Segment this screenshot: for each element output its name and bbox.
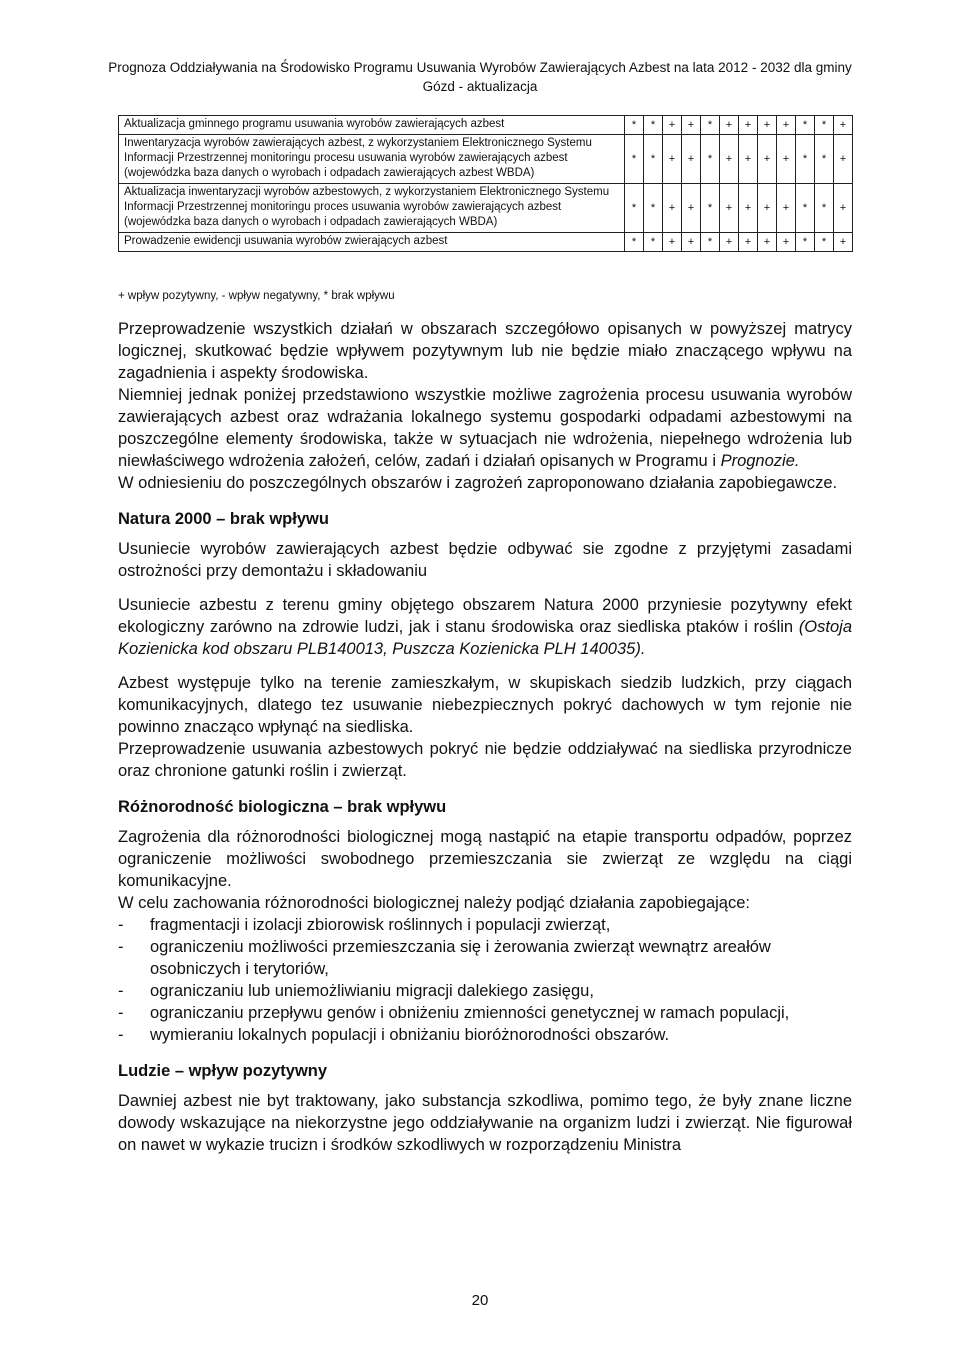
paragraph-people: Dawniej azbest nie byt traktowany, jako substancja szkodliwa, pomimo tego, że były znane liczne dowody wskazujące na niekorzystne jego oddziaływanie na organizm ludzi i zwierząt. Nie figurował on nawet w wykazie trucizn i środków szkodliwych w rozporządzeniu Ministra — [118, 1092, 852, 1154]
main-content — [118, 318, 852, 1156]
paragraph-biodiversity-2: W celu zachowania różnorodności biologicznej należy podjąć działania zapobiegające: — [118, 894, 750, 912]
impact-mark: + — [834, 116, 853, 135]
matrix-legend: + wpływ pozytywny, - wpływ negatywny, * brak wpływu — [118, 290, 395, 302]
activity-description: Aktualizacja inwentaryzacji wyrobów azbestowych, z wykorzystaniem Elektronicznego Systemu Informacji Przestrzennej monitoringu proces usuwania wyrobów zawierających azbest (wojewódzka baza danych o wyrobach i odpadach zawierających WBDA) — [119, 184, 625, 233]
impact-mark: + — [720, 184, 739, 233]
table-row — [119, 135, 853, 184]
impact-mark: + — [758, 184, 777, 233]
list-item: - wymieraniu lokalnych populacji i obniżaniu bioróżnorodności obszarów. — [118, 1024, 852, 1046]
impact-mark: + — [720, 135, 739, 184]
impact-mark: + — [682, 116, 701, 135]
impact-mark: + — [758, 135, 777, 184]
impact-mark: * — [796, 233, 815, 252]
impact-mark: + — [663, 233, 682, 252]
impact-mark: + — [739, 135, 758, 184]
table-row — [119, 233, 853, 252]
impact-mark: + — [777, 233, 796, 252]
impact-mark: * — [815, 233, 834, 252]
impact-mark: + — [758, 233, 777, 252]
impact-mark: * — [796, 184, 815, 233]
impact-mark: * — [644, 116, 663, 135]
impact-mark: * — [701, 116, 720, 135]
paragraph-natura-2: Usuniecie azbestu z terenu gminy objętego obszarem Natura 2000 przyniesie pozytywny efekt ekologiczny zarówno na zdrowie ludzi, jak i stanu środowiska oraz siedliska ptaków i roślin (Ostoja Kozienicka kod obszaru PLB140013, Puszcza Kozienicka PLH 140035). — [118, 596, 852, 658]
activity-description: Prowadzenie ewidencji usuwania wyrobów zwierających azbest — [119, 233, 625, 252]
activity-description: Inwentaryzacja wyrobów zawierających azbest, z wykorzystaniem Elektronicznego Systemu Informacji Przestrzennej monitoringu procesu usuwania wyrobów zawierających azbest (wojewódzka baza danych o wyrobach i odpadach zawierających azbest WBDA) — [119, 135, 625, 184]
impact-mark: * — [796, 135, 815, 184]
impact-mark: + — [739, 233, 758, 252]
preventive-actions-list — [118, 914, 852, 1046]
impact-mark: * — [815, 184, 834, 233]
list-item: - ograniczaniu przepływu genów i obniżeniu zmienności genetycznej w ramach populacji, — [118, 1002, 852, 1024]
impact-mark: * — [625, 135, 644, 184]
impact-matrix-table — [118, 115, 853, 252]
header-line-1: Prognoza Oddziaływania na Środowisko Programu Usuwania Wyrobów Zawierających Azbest na lata 2012 - 2032 dla gminy — [108, 60, 852, 75]
impact-mark: + — [739, 184, 758, 233]
impact-mark: * — [796, 116, 815, 135]
impact-mark: * — [644, 184, 663, 233]
impact-mark: * — [701, 233, 720, 252]
impact-mark: + — [739, 116, 758, 135]
impact-mark: + — [720, 233, 739, 252]
table-row — [119, 184, 853, 233]
impact-mark: + — [682, 233, 701, 252]
impact-mark: + — [663, 184, 682, 233]
list-item: - ograniczeniu możliwości przemieszczania się i żerowania zwierząt wewnątrz areałów osobniczych i terytoriów, — [118, 936, 852, 980]
paragraph-natura-1: Usuniecie wyrobów zawierających azbest będzie odbywać sie zgodne z przyjętymi zasadami ostrożności przy demontażu i składowaniu — [118, 540, 852, 580]
impact-mark: + — [834, 184, 853, 233]
impact-mark: * — [644, 135, 663, 184]
impact-mark: + — [777, 135, 796, 184]
page-number: 20 — [471, 1292, 489, 1309]
impact-mark: + — [682, 184, 701, 233]
impact-mark: * — [625, 184, 644, 233]
header-line-2: Gózd - aktualizacja — [422, 79, 538, 94]
paragraph-natura-3: Azbest występuje tylko na terenie zamieszkałym, w skupiskach siedzib ludzkich, przy ciągach komunikacyjnych, dlatego tez usuwanie niebezpiecznych pokryć dachowych w tym rejonie nie powinno znacząco wpłynąć na siedliska. — [118, 674, 852, 736]
impact-mark: * — [644, 233, 663, 252]
impact-mark: * — [625, 116, 644, 135]
impact-mark: + — [777, 184, 796, 233]
table-row — [119, 116, 853, 135]
impact-mark: + — [663, 135, 682, 184]
heading-natura-2000: Natura 2000 – brak wpływu — [118, 510, 329, 528]
impact-mark: + — [777, 116, 796, 135]
impact-mark: + — [682, 135, 701, 184]
impact-mark: * — [625, 233, 644, 252]
impact-mark: + — [834, 135, 853, 184]
paragraph-preventive: W odniesieniu do poszczególnych obszarów i zagrożeń zaproponowano działania zapobiegawcze. — [118, 474, 838, 492]
paragraph-threats: Niemniej jednak poniżej przedstawiono wszystkie możliwe zagrożenia procesu usuwania wyrobów zawierających azbest oraz wdrażania lokalnego systemu gospodarki odpadami azbestowymi na poszczególne elementy środowiska, także w sytuacjach nie wdrożenia, niepełnego wdrożenia lub niewłaściwego wdrożenia założeń, celów, zadań i działań opisanych w Programu i Prognozie. — [118, 386, 852, 470]
impact-mark: + — [834, 233, 853, 252]
impact-mark: * — [701, 135, 720, 184]
impact-mark: + — [758, 116, 777, 135]
impact-mark: + — [720, 116, 739, 135]
paragraph-matrix-summary: Przeprowadzenie wszystkich działań w obszarach szczegółowo opisanych w powyższej matrycy logicznej, skutkować będzie wpływem pozytywnym lub nie będzie miało znaczącego wpływu na zagadnienia i aspekty środowiska. — [118, 320, 852, 382]
paragraph-natura-4: Przeprowadzenie usuwania azbestowych pokryć nie będzie oddziaływać na siedliska przyrodnicze oraz chronione gatunki roślin i zwierząt. — [118, 740, 852, 780]
impact-mark: * — [701, 184, 720, 233]
list-item: - ograniczaniu lub uniemożliwianiu migracji dalekiego zasięgu, — [118, 980, 852, 1002]
impact-mark: * — [815, 116, 834, 135]
heading-biodiversity: Różnorodność biologiczna – brak wpływu — [118, 798, 447, 816]
activity-description: Aktualizacja gminnego programu usuwania wyrobów zawierających azbest — [119, 116, 625, 135]
paragraph-biodiversity-1: Zagrożenia dla różnorodności biologicznej mogą nastąpić na etapie transportu odpadów, poprzez ograniczenie możliwości swobodnego przemieszczania sie zwierząt ze względu na ciągi komunikacyjne. — [118, 828, 852, 890]
list-item: - fragmentacji i izolacji zbiorowisk roślinnych i populacji zwierząt, — [118, 914, 852, 936]
heading-people: Ludzie – wpływ pozytywny — [118, 1062, 328, 1080]
document-header — [0, 58, 960, 96]
impact-mark: + — [663, 116, 682, 135]
impact-mark: * — [815, 135, 834, 184]
